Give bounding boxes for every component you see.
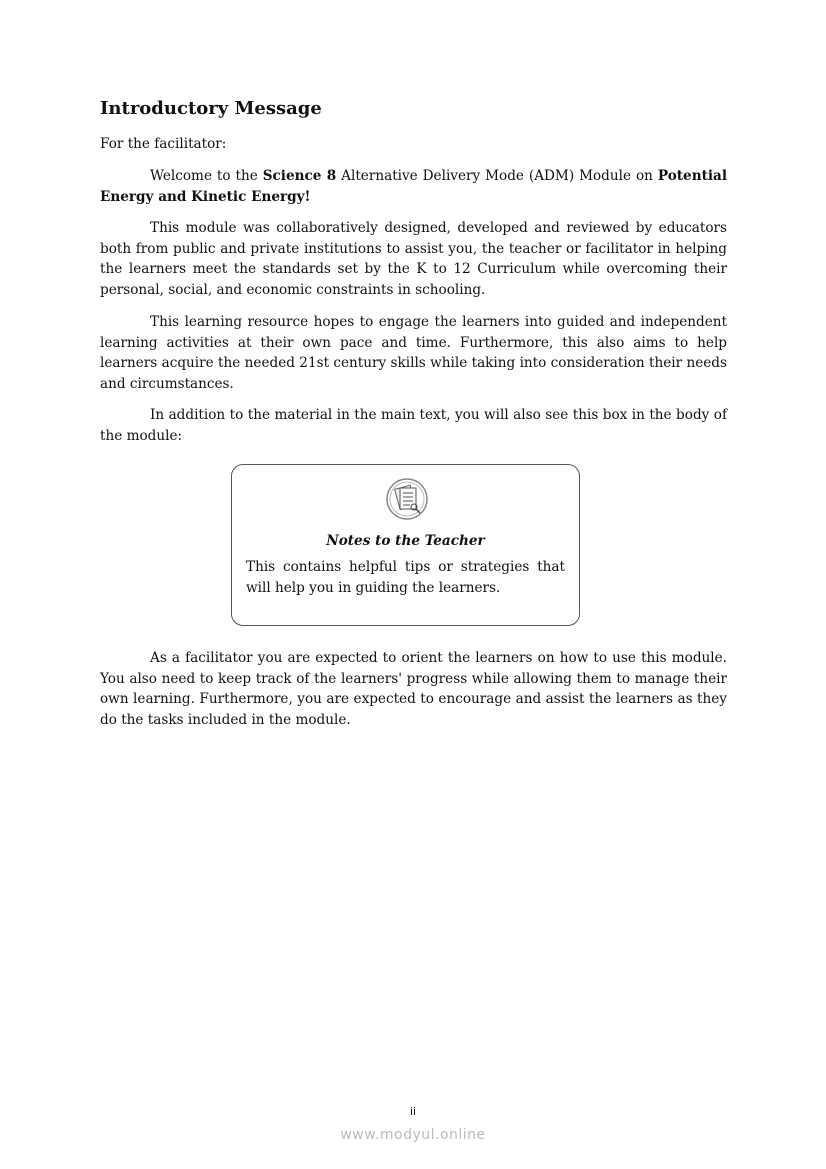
module-title: Potential Energy and Kinetic Energy! xyxy=(100,168,727,205)
box-title: Notes to the Teacher xyxy=(326,533,485,549)
paragraph-box-intro: In addition to the material in the main text, you will also see this box in the body of the module: xyxy=(100,407,727,444)
subject-name: Science 8 xyxy=(262,168,337,184)
paragraph-resource: This learning resource hopes to engage the learners into guided and independent learning activities at their own pace and time. Furthermore, this also aims to help learners acquire the needed 21st century skills while taking into consideration their needs and circumstances. xyxy=(100,314,727,393)
text: Welcome to the xyxy=(150,168,263,184)
paragraph-welcome xyxy=(100,166,727,207)
box-body: This contains helpful tips or strategies that will help you in guiding the learners. xyxy=(246,559,565,596)
page-title: Introductory Message xyxy=(100,98,322,119)
text: Alternative Delivery Mode (ADM) Module on xyxy=(336,168,658,184)
notes-to-teacher-box xyxy=(231,464,580,626)
page-number: ii xyxy=(409,1105,417,1118)
paragraph-design: This module was collaboratively designed, developed and reviewed by educators both from public and private institutions to assist you, the teacher or facilitator in helping the learners meet the standards set by the K to 12 Curriculum while overcoming their personal, social, and economic constraints in schooling. xyxy=(100,220,727,299)
for-facilitator-label: For the facilitator: xyxy=(100,136,227,152)
watermark: www.modyul.online xyxy=(340,1127,486,1143)
paragraph-facilitator-role: As a facilitator you are expected to orient the learners on how to use this module. You also need to keep track of the learners' progress while allowing them to manage their own learning. Furthermore, you are expected to encourage and assist the learners as they do the tasks included in the module. xyxy=(100,650,727,729)
notes-document-icon xyxy=(385,477,429,528)
